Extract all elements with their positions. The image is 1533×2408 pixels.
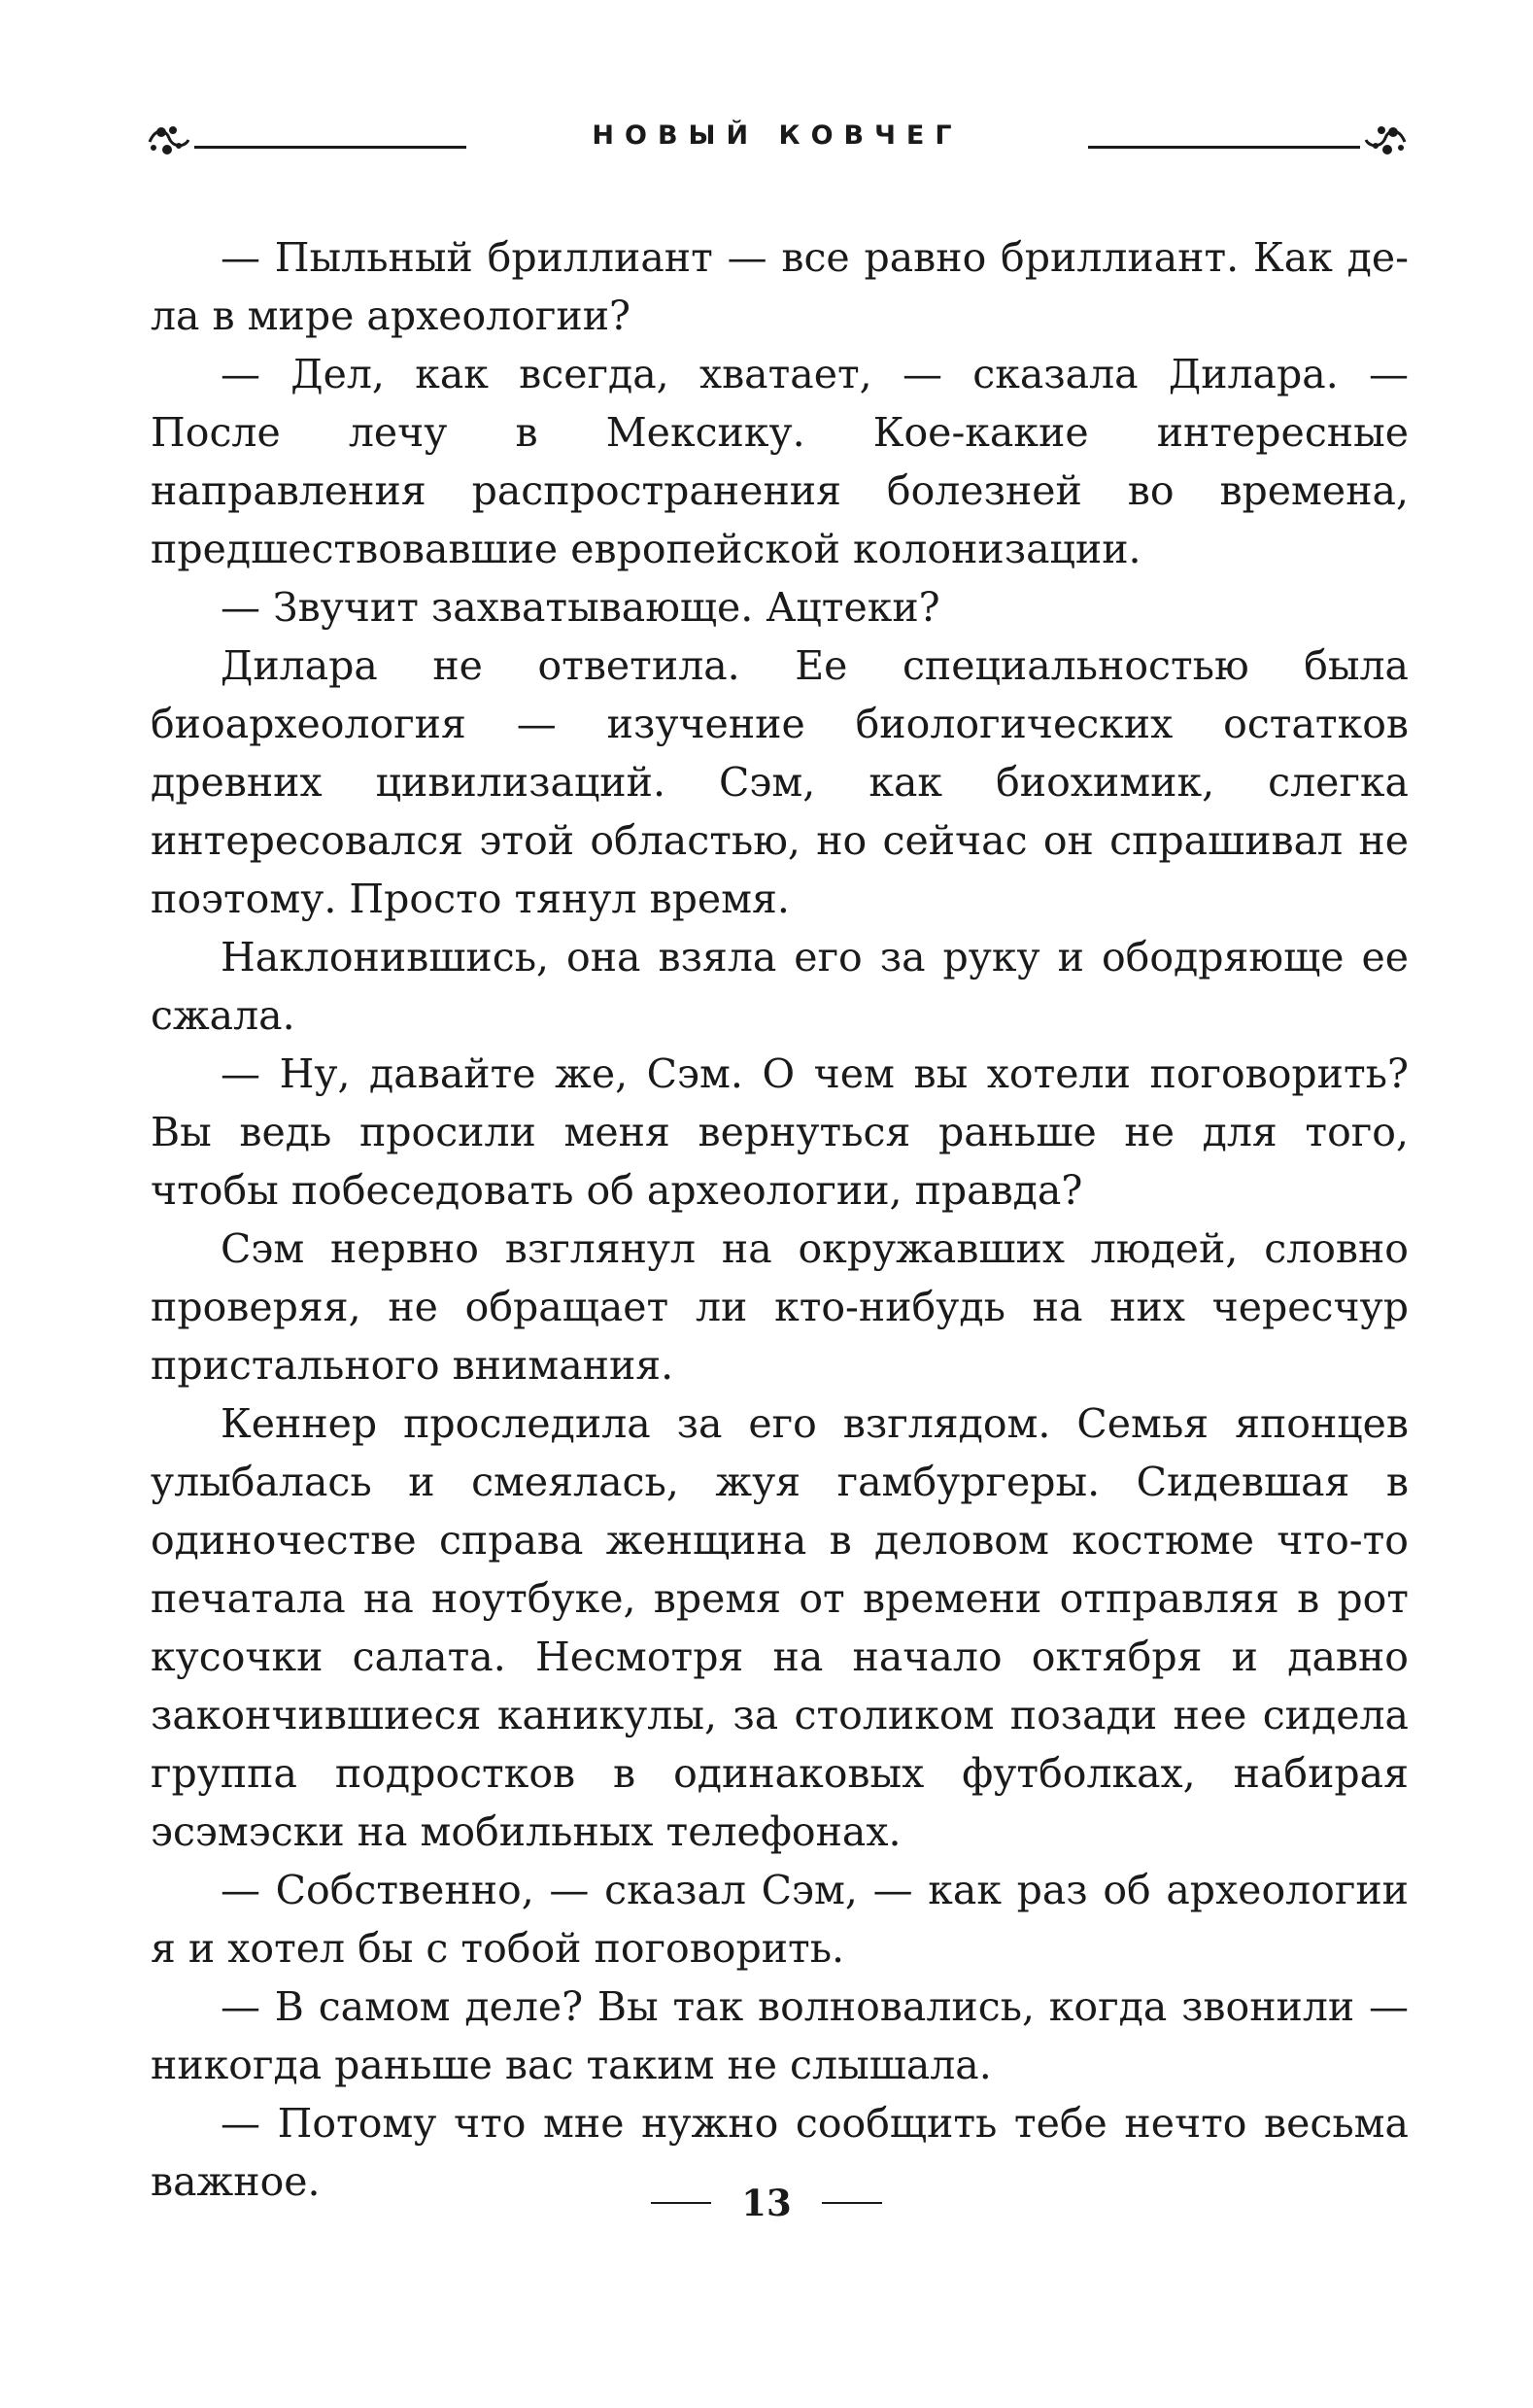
paragraph: — Звучит захватывающе. Ацтеки?: [221, 584, 940, 631]
footer-dash-left: [651, 2202, 711, 2204]
page-number: 13: [741, 2182, 792, 2224]
header-rule-right: [1088, 146, 1360, 149]
running-header: [146, 107, 1409, 175]
footer-dash-right: [822, 2202, 882, 2204]
paragraph: Дилара не ответила. Ее специальностью была биоархеология — изучение биологических остатков древних цивилизаций. Сэм, как биохимик, слегка интересовался этой областью, но сейчас он спрашивал не поэтому. Просто тянул время.: [151, 642, 1409, 922]
paragraph: — Дел, как всегда, хватает, — сказала Дилара. — После лечу в Мексику. Кое-какие интересные направления распространения болезней во времена, предшествовавшие европейской колонизации.: [151, 351, 1409, 572]
running-title: НОВЫЙ КОВЧЕГ: [592, 120, 963, 151]
paragraph: — В самом деле? Вы так волновались, когда звонили — никогда раньше вас таким не слышала.: [151, 1983, 1409, 2088]
text-body: [151, 228, 1409, 2211]
page-footer: [0, 2182, 1533, 2230]
paragraph: — Пыльный бриллиант — все равно бриллиант. Как дела в мире археологии?: [151, 234, 1409, 339]
paragraph: — Ну, давайте же, Сэм. О чем вы хотели поговорить? Вы ведь просили меня вернуться раньше не для того, чтобы побеседовать об археологии, правда?: [151, 1050, 1409, 1214]
flourish-icon: [1362, 119, 1409, 161]
paragraph: — Потому что мне нужно сообщить тебе нечто весьма важное.: [151, 2100, 1409, 2205]
paragraph: Сэм нервно взглянул на окружавших людей, словно проверяя, не обращает ли кто-нибудь на них чересчур пристального внимания.: [151, 1225, 1409, 1389]
paragraph: — Собственно, — сказал Сэм, — как раз об археологии я и хотел бы с тобой поговорить.: [151, 1867, 1409, 1972]
paragraph: Наклонившись, она взяла его за руку и ободряюще ее сжала.: [151, 934, 1409, 1039]
paragraph: Кеннер проследила за его взглядом. Семья японцев улыбалась и смеялась, жуя гамбургеры. Сидевшая в одиночестве справа женщина в деловом костюме что-то печатала на ноутбуке, время от времени отправляя в рот кусочки салата. Несмотря на начало октября и давно закончившиеся каникулы, за столиком позади нее сидела группа подростков в одинаковых футболках, набирая эсэмэски на мобильных телефонах.: [151, 1400, 1409, 1855]
